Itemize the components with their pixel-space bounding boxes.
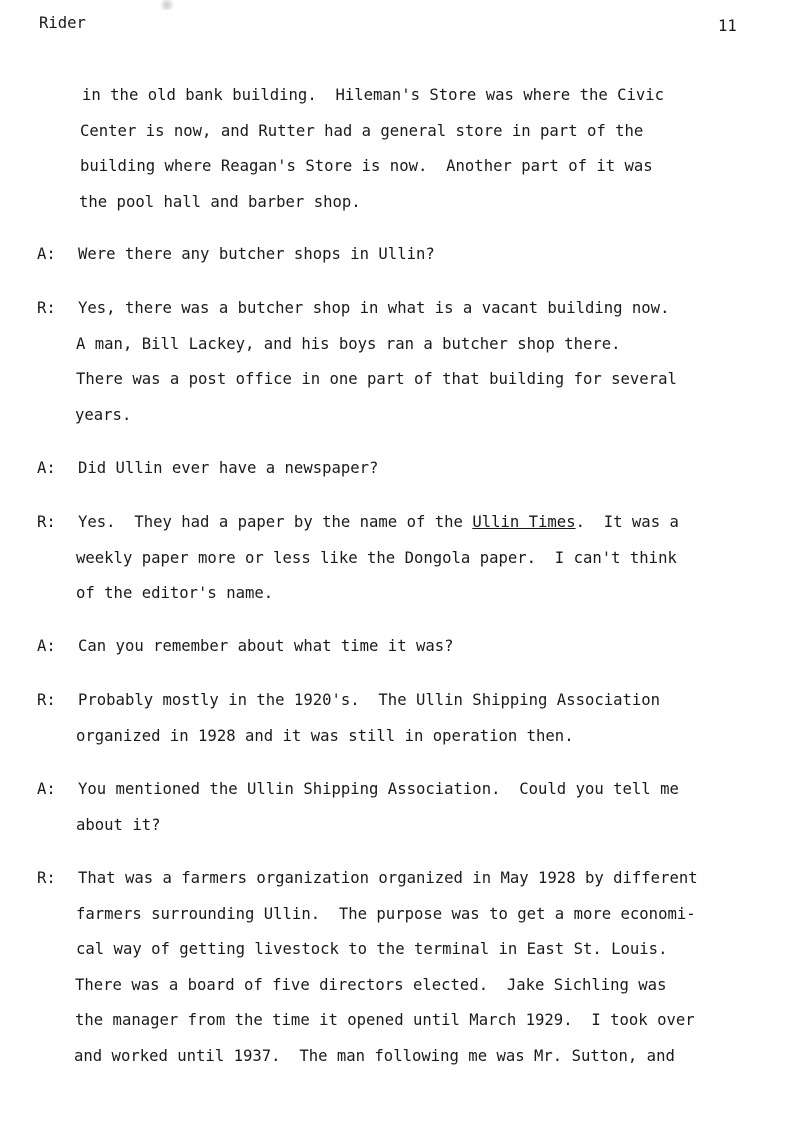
speaker-label: R: (37, 513, 56, 531)
text-line (78, 513, 679, 531)
text-line: Were there any butcher shops in Ullin? (78, 245, 435, 263)
text-line: and worked until 1937. The man following me was Mr. Sutton, and (74, 1047, 675, 1065)
speaker-label: A: (37, 459, 56, 477)
paper-smudge (158, 0, 176, 10)
text-line: building where Reagan's Store is now. Another part of it was (80, 157, 653, 176)
speaker-label: R: (37, 299, 56, 317)
text-line: You mentioned the Ullin Shipping Association. Could you tell me (78, 780, 679, 798)
text-line: of the editor's name. (76, 584, 274, 603)
text-line: There was a board of five directors elected. Jake Sichling was (75, 975, 667, 994)
page-number: 11 (718, 17, 737, 35)
text-line: the pool hall and barber shop. (79, 192, 361, 211)
text-line: years. (75, 405, 132, 424)
text-line: cal way of getting livestock to the terminal in East St. Louis. (76, 940, 668, 959)
text-line: Yes, there was a butcher shop in what is a vacant building now. (78, 299, 670, 317)
speaker-label: A: (37, 637, 56, 655)
speaker-label: A: (37, 245, 56, 263)
text-line: Probably mostly in the 1920's. The Ullin Shipping Association (78, 691, 661, 709)
text-line: A man, Bill Lackey, and his boys ran a butcher shop there. (76, 334, 621, 353)
text-segment: Yes. They had a paper by the name of the (78, 513, 473, 531)
text-line: weekly paper more or less like the Dongola paper. I can't think (76, 548, 677, 567)
text-line: Did Ullin ever have a newspaper? (78, 459, 379, 477)
header-interviewee-name: Rider (39, 14, 86, 32)
newspaper-title: Ullin Times (472, 513, 576, 531)
text-line: There was a post office in one part of that building for several (76, 370, 677, 389)
speaker-label: R: (37, 691, 56, 709)
text-line: the manager from the time it opened until March 1929. I took over (75, 1011, 695, 1030)
text-line: farmers surrounding Ullin. The purpose was to get a more economi- (76, 904, 696, 923)
text-segment: . It was a (575, 513, 679, 531)
text-line: organized in 1928 and it was still in operation then. (76, 726, 574, 745)
text-line: Can you remember about what time it was? (78, 637, 454, 655)
text-line: about it? (76, 815, 161, 834)
text-line: in the old bank building. Hileman's Store was where the Civic (82, 86, 665, 104)
text-line: Center is now, and Rutter had a general store in part of the (80, 121, 644, 140)
speaker-label: R: (37, 869, 56, 887)
speaker-label: A: (37, 780, 56, 798)
text-line: That was a farmers organization organized in May 1928 by different (78, 869, 698, 887)
